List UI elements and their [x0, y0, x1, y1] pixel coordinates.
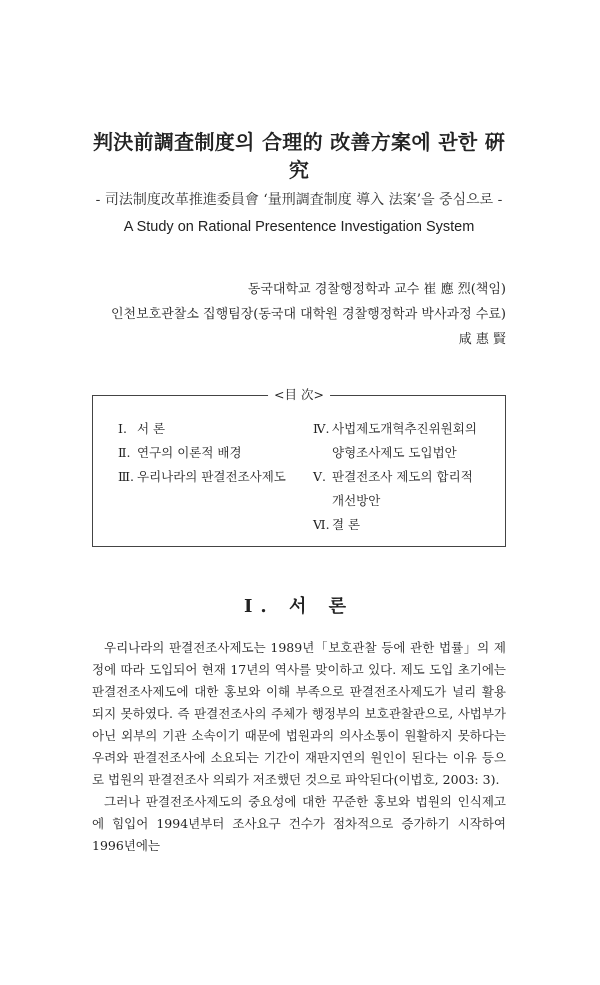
toc-item-line: 사법제도개혁추진위원회의 [332, 421, 477, 436]
toc-item-text [332, 513, 360, 537]
body-text [92, 637, 506, 857]
toc-item [313, 513, 477, 537]
author-line-2: 인천보호관찰소 집행팀장(동국대 대학원 경찰행정학과 박사과정 수료) [111, 307, 506, 322]
page [0, 128, 600, 985]
toc-item-line: 판결전조사 제도의 합리적 [332, 469, 473, 484]
toc-item-line: 연구의 이론적 배경 [137, 445, 242, 460]
toc-item-number: Ⅱ. [118, 445, 131, 460]
toc-item-number: Ⅰ. [118, 421, 127, 436]
author-line-3: 咸 惠 賢 [458, 332, 506, 347]
toc-item [313, 465, 477, 513]
toc-heading: <目 次> [268, 385, 330, 405]
toc-item-text [137, 465, 286, 489]
toc-item-number: Ⅲ. [118, 469, 135, 484]
toc-item [118, 441, 286, 465]
author-block [92, 277, 506, 352]
paper-title: 判決前調査制度의 合理的 改善方案에 관한 硏究 [92, 130, 506, 182]
toc-right-column [313, 417, 477, 537]
toc-item-line: 양형조사제도 도입법안 [332, 445, 457, 460]
toc-item-text [332, 465, 473, 513]
toc-item-line: 우리나라의 판결전조사제도 [137, 469, 286, 484]
toc-item [118, 417, 286, 441]
section-heading: Ⅰ. 서 론 [244, 596, 354, 617]
toc-item-line: 서 론 [137, 421, 166, 436]
toc-item [118, 465, 286, 489]
toc-item-text [137, 417, 165, 441]
paragraph: 우리나라의 판결전조사제도는 1989년「보호관찰 등에 관한 법률」의 제정에 따라 도입되어 현재 17년의 역사를 맞이하고 있다. 제도 도입 초기에는 판결전조사제도에 대한 홍보와 이해 부족으로 판결전조사제도가 널리 활용되지 못하였다. 즉 판결전조사의 주체가 행정부의 보호관찰관으로, 사법부가 아닌 외부의 기관 소속이기 때문에 법원과의 의사소통이 원활하지 못하다는 우려와 판결전조사에 소요되는 기간이 재판지연의 원인이 된다는 이유 등으로 법원의 판결전조사 의뢰가 저조했던 것으로 파악된다(이법호, 2003: 3). [92, 640, 506, 787]
paper-subtitle: - 司法制度改革推進委員會 ‘量刑調査制度 導入 法案’을 중심으로 - [95, 192, 503, 208]
toc-item-number: Ⅴ. [313, 469, 327, 484]
toc-item-number: Ⅳ. [313, 421, 330, 436]
toc-item-text [137, 441, 242, 465]
toc-item-line: 개선방안 [332, 493, 381, 508]
toc-left-column [118, 417, 286, 489]
toc-item-number: Ⅵ. [313, 517, 330, 532]
author-line-1: 동국대학교 경찰행정학과 교수 崔 應 烈(책임) [247, 282, 506, 297]
toc-item-text [332, 417, 477, 465]
table-of-contents [92, 387, 506, 547]
english-title: A Study on Rational Presentence Investigation System [123, 219, 475, 235]
paragraph: 그러나 판결전조사제도의 중요성에 대한 꾸준한 홍보와 법원의 인식제고에 힘입어 1994년부터 조사요구 건수가 점차적으로 증가하기 시작하여 1996년에는 [92, 794, 506, 853]
toc-item [313, 417, 477, 465]
toc-item-line: 결 론 [332, 517, 361, 532]
